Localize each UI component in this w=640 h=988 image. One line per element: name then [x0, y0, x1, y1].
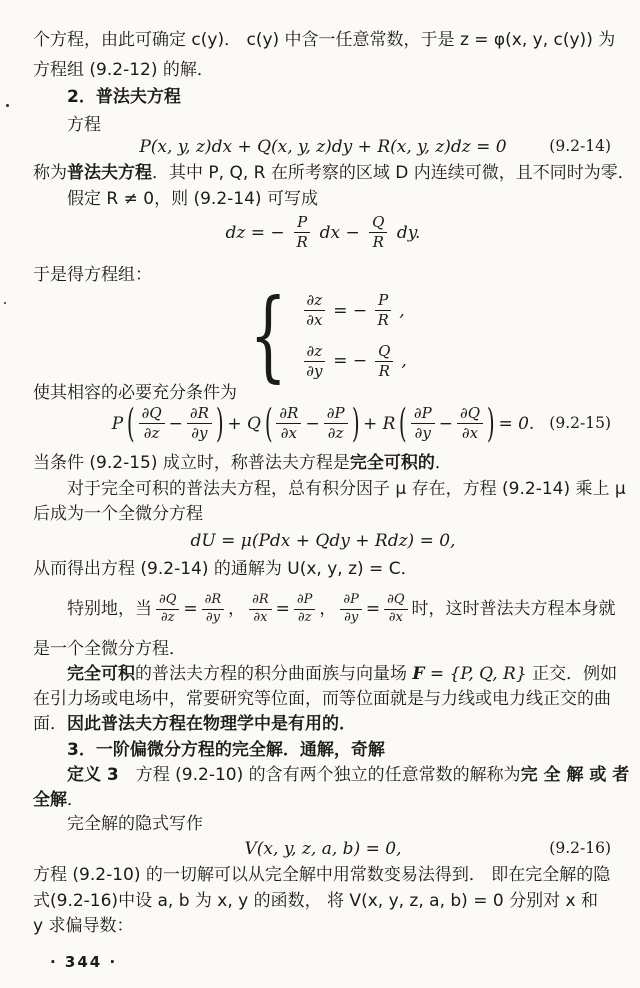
display-equation-dz [33, 208, 613, 256]
fraction [411, 405, 435, 443]
fraction-denominator: ∂x [280, 424, 298, 442]
punctuation: , [401, 351, 407, 372]
right-paren: ) [351, 400, 360, 447]
text-line: 使其相容的必要充分条件为 [33, 383, 237, 403]
text-line [33, 663, 640, 686]
fraction [249, 593, 272, 626]
text-run: 称为 [33, 163, 67, 183]
fraction [156, 593, 179, 626]
fraction [369, 214, 387, 252]
system-row-2 [302, 343, 409, 381]
fraction-denominator: ∂z [327, 424, 344, 442]
fraction-denominator: ∂x [388, 609, 403, 625]
text-run: 正交．例如 [526, 664, 618, 684]
fraction-numerator: ∂Q [156, 593, 179, 610]
text-run: 特别地，当 [67, 598, 152, 619]
punctuation: ， [228, 598, 246, 619]
text-line [33, 789, 613, 812]
fraction-denominator: ∂z [297, 609, 312, 625]
text-run: 方程 (9.2-10) 的含有两个独立的任意常数的解称为 [118, 765, 521, 785]
fraction [375, 292, 391, 330]
fraction-denominator: ∂y [344, 609, 359, 625]
text-line [33, 764, 640, 787]
relation: = − [333, 300, 368, 321]
fraction [340, 593, 361, 626]
fraction-numerator: ∂P [340, 593, 361, 610]
fraction [139, 405, 165, 443]
text-line [33, 713, 613, 736]
fraction-denominator: ∂y [191, 424, 208, 442]
emphasis-run: 普法夫方程 [67, 163, 152, 183]
emphasis-run: 完 全 解 [520, 765, 584, 785]
left-paren: ( [264, 400, 273, 447]
fraction-numerator: ∂R [202, 593, 225, 610]
text-run: ． [67, 790, 84, 810]
equation-lhs: dz = − [225, 222, 285, 243]
fraction-numerator: ∂P [411, 405, 435, 424]
text-run: 的普法夫方程的积分曲面族与向量场 [135, 664, 413, 684]
fraction-numerator: ∂R [276, 405, 301, 424]
text-line: 后成为一个全微分方程 [33, 504, 203, 524]
emphasis-run: 或 者 [583, 765, 630, 785]
fraction-denominator: R [377, 311, 389, 330]
equation-rhs: = 0. [498, 413, 535, 434]
minus-sign: − [438, 413, 453, 434]
display-equation-9-2-14 [33, 134, 613, 159]
equation-end: dy. [396, 222, 421, 243]
equation-body: V(x, y, z, a, b) = 0, [244, 838, 402, 859]
section-heading-3: 3．一阶偏微分方程的完全解．通解，奇解 [67, 740, 385, 760]
fraction [276, 405, 301, 443]
fraction-numerator: ∂R [249, 593, 272, 610]
relation: = [183, 598, 198, 619]
equation-mid: dx − [319, 222, 360, 243]
text-run: 当条件 (9.2-15) 成立时，称普法夫方程是 [33, 453, 350, 473]
fraction-denominator: ∂z [160, 609, 175, 625]
fraction-numerator: ∂P [294, 593, 315, 610]
fraction [187, 405, 212, 443]
left-paren: ( [126, 400, 135, 447]
scan-speck [4, 302, 6, 304]
equation-body: dU = μ(Pdx + Qdy + Rdz) = 0, [190, 530, 456, 551]
relation: = [275, 598, 290, 619]
text-line: 于是得方程组： [33, 265, 152, 285]
fraction [304, 343, 326, 381]
punctuation: , [399, 300, 405, 321]
text-line: 方程 (9.2-10) 的一切解可以从完全解中用常数变易法得到． 即在完全解的隐 [33, 865, 611, 885]
fraction-numerator: ∂Q [384, 593, 407, 610]
text-line: 假定 R ≠ 0，则 (9.2-14) 可写成 [67, 189, 318, 209]
emphasis-run: 完全可积 [67, 664, 135, 684]
text-line: 从而得出方程 (9.2-14) 的通解为 U(x, y, z) = C． [33, 559, 418, 579]
system-rows [302, 292, 409, 380]
page-number: · 344 · [50, 953, 118, 971]
punctuation: ， [319, 598, 337, 619]
fraction [294, 593, 315, 626]
text-line: 在引力场或电场中，常要研究等位面，而等位面就是与力线或电力线正交的曲 [33, 689, 611, 709]
section-heading-2: 2．普法夫方程 [67, 87, 181, 107]
left-paren: ( [399, 400, 408, 447]
fraction-numerator: ∂P [324, 405, 348, 424]
relation: = [365, 598, 381, 619]
fraction-numerator: Q [369, 214, 387, 233]
text-run: 面． [33, 714, 67, 734]
coefficient-P: P [111, 413, 124, 434]
fraction [324, 405, 348, 443]
text-run: ． [434, 453, 452, 473]
fraction [457, 405, 483, 443]
text-line: 是一个全微分方程． [33, 639, 186, 659]
fraction [304, 292, 326, 330]
display-equation-9-2-16 [33, 836, 613, 861]
text-line: 方程组 (9.2-12) 的解． [33, 60, 214, 80]
fraction-denominator: R [372, 233, 384, 251]
fraction-denominator: ∂y [414, 424, 431, 442]
minus-sign: − [168, 413, 183, 434]
text-line: 完全解的隐式写作 [67, 814, 203, 834]
text-line [33, 162, 635, 185]
text-line: y 求偏导数： [33, 916, 134, 936]
text-line: 式(9.2-16)中设 a, b 为 x, y 的函数， 将 V(x, y, z, a, b) = 0 分别对 x 和 [33, 891, 598, 911]
fraction-numerator: P [375, 292, 391, 311]
text-run: ．其中 P, Q, R 在所考察的区域 D 内连续可微，且不同时为零． [152, 163, 635, 183]
vector-field-symbol: F [412, 664, 425, 684]
coefficient-R: + R [362, 413, 396, 434]
right-paren: ) [486, 400, 495, 447]
fraction [294, 214, 310, 252]
fraction-denominator: R [296, 233, 308, 251]
fraction [375, 343, 393, 381]
fraction-denominator: ∂y [306, 361, 323, 380]
system-row-1 [302, 292, 409, 330]
fraction-numerator: ∂Q [457, 405, 483, 424]
scan-speck [6, 104, 9, 107]
display-equation-dU [33, 528, 613, 553]
fraction-numerator: ∂z [304, 343, 326, 362]
text-line-with-fractions [33, 586, 640, 632]
left-brace: { [249, 279, 288, 393]
equation-number: (9.2-16) [549, 839, 611, 858]
fraction-denominator: ∂x [306, 311, 323, 330]
system-wrap [237, 279, 409, 393]
fraction-numerator: ∂R [187, 405, 212, 424]
emphasis-run: 完全可积的 [349, 453, 435, 473]
coefficient-Q: + Q [227, 413, 261, 434]
text-line: 方程 [67, 115, 101, 135]
fraction-numerator: Q [375, 343, 393, 362]
fraction [202, 593, 225, 626]
equation-body: P(x, y, z)dx + Q(x, y, z)dy + R(x, y, z)dz = 0 [139, 136, 507, 157]
fraction-numerator: ∂z [304, 292, 326, 311]
definition-label: 定义 3 [67, 765, 119, 785]
equation-number: (9.2-14) [549, 137, 611, 156]
display-equation-9-2-15 [33, 400, 613, 446]
right-paren: ) [215, 400, 224, 447]
text-line: 个方程，由此可确定 c(y)． c(y) 中含一任意常数，于是 z = φ(x, y, c(y)) 为 [33, 30, 616, 50]
emphasis-run: 因此普法夫方程在物理学中是有用的． [67, 714, 356, 734]
text-line: 对于完全可积的普法夫方程，总有积分因子 μ 存在，方程 (9.2-14) 乘上 μ [67, 479, 626, 499]
minus-sign: − [305, 413, 320, 434]
fraction-denominator: ∂x [253, 609, 268, 625]
emphasis-run: 全解 [33, 790, 67, 810]
fraction-denominator: ∂y [205, 609, 220, 625]
equation-number: (9.2-15) [549, 414, 611, 432]
fraction-numerator: ∂Q [139, 405, 165, 424]
relation: = − [333, 351, 368, 372]
fraction-denominator: R [378, 361, 390, 380]
fraction-numerator: P [294, 214, 310, 233]
fraction-denominator: ∂z [143, 424, 160, 442]
text-run: 时，这时普法夫方程本身就 [411, 598, 616, 619]
fraction [384, 593, 407, 626]
math-run: = {P, Q, R} [424, 664, 527, 684]
fraction-denominator: ∂x [461, 424, 479, 442]
text-line [33, 452, 613, 475]
